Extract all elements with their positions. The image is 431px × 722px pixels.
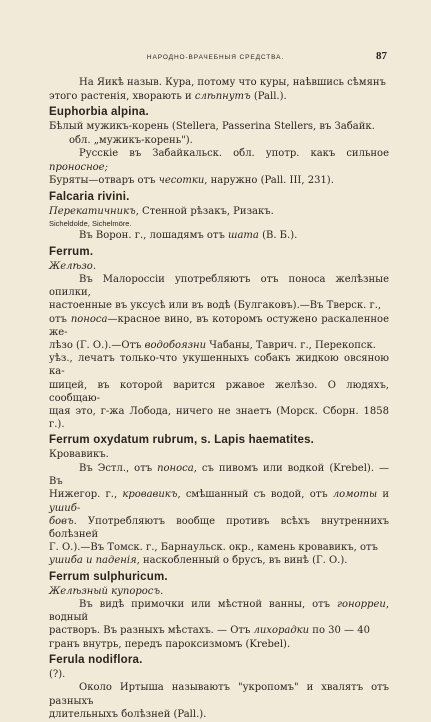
ferula-line-1: Около Иртыша называютъ "укропомъ" и хвалятъ отъ разныхъ xyxy=(49,682,389,707)
running-head: НАРОДНО-ВРАЧЕБНЫЯ СРЕДСТВА. xyxy=(146,54,285,61)
euphorbia-desc-1: Бѣлый мужикъ-корень (Stellera, Passerina Stellers, въ Забайк. xyxy=(49,121,375,132)
entry-heading-ferrum-sulphuricum: Ferrum sulphuricum. xyxy=(49,570,168,583)
ferrum-oxydatum-subtitle: Кровавикъ. xyxy=(49,449,109,461)
ferrum-oxydatum-line-2: Нижегор. г., кровавикъ, смѣшанный съ водой, отъ ломоты и ушиб- xyxy=(49,489,390,514)
ferrum-line-6: шицей, въ которой варится ржавое желѣзо. О людяхъ, сообщаю- xyxy=(49,379,389,404)
ferrum-subtitle: Желѣзо. xyxy=(49,260,96,272)
falcaria-names: Перекатичникъ, Стенной рѣзакъ, Ризакъ. xyxy=(49,205,274,217)
ferrum-line-7: щая это, г-жа Лобода, ничего не знаетъ (Морск. Сборн. 1858 г.). xyxy=(49,406,389,431)
entry-heading-ferrum: Ferrum. xyxy=(49,245,94,258)
entry-heading-ferrum-oxydatum: Ferrum oxydatum rubrum, s. Lapis haematites. xyxy=(49,434,315,447)
entry-heading-ferula: Ferula nodiflora. xyxy=(49,653,143,666)
ferrum-oxydatum-line-1: Въ Эстл., отъ поноса, съ пивомъ или водкой (Krebel). — Въ xyxy=(49,462,389,488)
intro-line-1: На Яикѣ назыв. Кура, потому что куры, наѣвшись сѣмянъ xyxy=(79,77,386,88)
ferrum-oxydatum-line-3: бовъ. Употребляютъ вообще противъ всѣхъ внутреннихъ болѣзней xyxy=(49,515,389,540)
falcaria-latin: Sicheldolde, Sichelmöre. xyxy=(49,219,132,228)
ferrum-sulphuricum-line-1: Въ видѣ примочки или мѣстной ванны, отъ гонорреи, водный xyxy=(49,599,389,624)
euphorbia-use-2: Буряты—отваръ отъ чесотки, наружно (Pall. III, 231). xyxy=(49,175,334,186)
ferrum-line-3: отъ поноса—красное вино, въ которомъ остужено раскаленное же- xyxy=(49,313,389,338)
euphorbia-desc-2: обл. „мужикъ-корень"). xyxy=(69,134,193,146)
ferula-subtitle: (?). xyxy=(49,668,66,680)
entry-heading-euphorbia: Euphorbia alpina. xyxy=(49,106,149,118)
entry-heading-falcaria: Falcaria rivini. xyxy=(49,190,130,203)
ferrum-oxydatum-line-4: Г. О.).—Въ Томск. г., Барнаульск. окр., камень кровавикъ, отъ xyxy=(49,542,378,554)
ferrum-line-4: лѣзо (Г. О.).—Отъ водобоязни Чабаны, Таврич. г., Перекопск. xyxy=(49,340,376,352)
intro-line-2: этого растенія, хворають и слѣпнутъ (Pall.). xyxy=(49,90,287,102)
ferrum-sulphuricum-line-3: гранъ внутрь, передъ пароксизмомъ (Krebel). xyxy=(49,638,291,650)
ferrum-line-1: Въ Малороссіи употребляютъ отъ поноса желѣзные опилки, xyxy=(49,274,389,299)
page-number: 87 xyxy=(376,50,387,62)
ferrum-line-2: настоенные въ уксусѣ или въ водѣ (Булгаковъ).—Въ Тверск. г., xyxy=(49,300,382,312)
ferula-line-2: длительныхъ болѣзней (Pall.). xyxy=(49,709,207,721)
ferrum-sulphuricum-subtitle: Желѣзный купоросъ. xyxy=(49,585,164,597)
ferrum-line-5: уѣз., лечатъ только-что укушенныхъ собакъ жидкою овсяною ка- xyxy=(49,353,389,378)
falcaria-use: Въ Ворон. г., лошадямъ отъ шата (В. Б.). xyxy=(79,230,298,241)
ferrum-sulphuricum-line-2: растворъ. Въ разныхъ мѣстахъ. — Отъ лихорадки по 30 — 40 xyxy=(49,625,370,637)
ferrum-oxydatum-line-5: ушиба и паденія, наскобленный о брусъ, въ винѣ (Г. О.). xyxy=(49,555,348,567)
euphorbia-use-1: Русскіе въ Забайкальск. обл. употр. какъ сильное проносное; xyxy=(49,148,389,173)
page-body xyxy=(49,76,389,722)
